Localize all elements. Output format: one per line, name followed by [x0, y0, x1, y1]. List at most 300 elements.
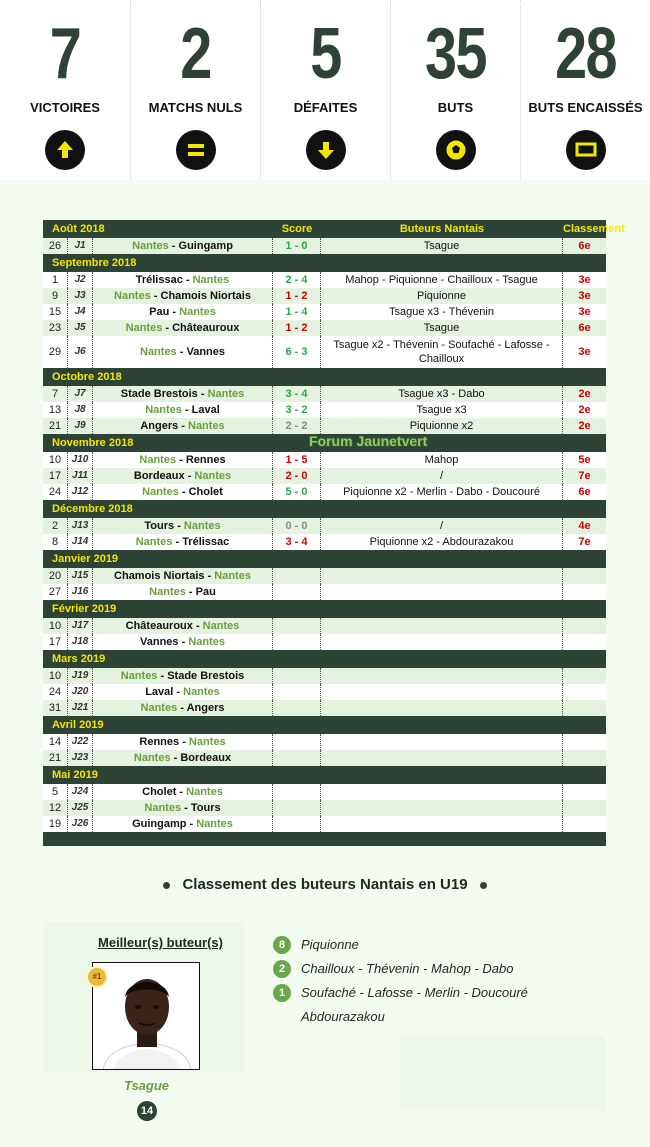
team-away: Nantes — [183, 520, 221, 532]
cell-matchday: J24 — [68, 784, 93, 800]
match-teams — [136, 274, 230, 286]
cell-matchday: J2 — [68, 272, 93, 288]
cell-score — [273, 668, 321, 684]
equals-icon — [176, 130, 216, 170]
team-away: Nantes — [186, 786, 223, 798]
cell-rank — [563, 816, 606, 832]
month-header: Janvier 2019 — [43, 550, 606, 568]
table-row — [43, 784, 606, 800]
month-header: Décembre 2018 — [43, 500, 606, 518]
cell-rank — [563, 584, 606, 600]
cell-rank: 2e — [578, 420, 591, 432]
match-teams — [121, 670, 245, 682]
cell-matchday: J17 — [68, 618, 93, 634]
team-home: Nantes — [133, 752, 171, 764]
cell-match — [93, 700, 273, 716]
cell-rank: 6e — [578, 322, 591, 334]
team-away: Stade Brestois — [167, 670, 245, 682]
team-sep: - — [174, 520, 184, 532]
cell-score: 3 - 4 — [273, 386, 321, 402]
cell-rank — [563, 568, 606, 584]
stat-value: 35 — [425, 14, 486, 94]
cell-day: 14 — [43, 734, 68, 750]
stat-label: VICTOIRES — [30, 100, 100, 115]
arrow-up-icon — [45, 130, 85, 170]
goals-badge: 2 — [273, 960, 291, 978]
best-scorer-goals: 14 — [137, 1101, 157, 1121]
cell-rank: 7e — [578, 536, 591, 548]
team-home: Tours — [144, 520, 175, 532]
month-header: Septembre 2018 — [43, 254, 606, 272]
cell-scorers — [321, 684, 563, 700]
team-home: Vannes — [140, 636, 179, 648]
cell-score — [273, 700, 321, 716]
cell-match — [93, 272, 273, 288]
team-sep: - — [192, 620, 203, 632]
cell-rank — [563, 684, 606, 700]
cell-score: 1 - 2 — [273, 288, 321, 304]
match-teams — [144, 802, 220, 814]
team-sep: - — [150, 290, 161, 302]
team-sep: - — [204, 570, 215, 582]
cell-rank: 4e — [578, 520, 591, 532]
ranking-names: Piquionne — [301, 937, 359, 952]
table-row — [43, 336, 606, 368]
cell-rank: 7e — [578, 470, 591, 482]
match-teams — [134, 752, 231, 764]
team-away: Bordeaux — [180, 752, 232, 764]
table-row — [43, 272, 606, 288]
cell-scorers: Tsague — [321, 238, 563, 254]
team-home: Stade Brestois — [120, 388, 198, 400]
cell-score — [273, 734, 321, 750]
cell-scorers — [321, 700, 563, 716]
match-teams — [126, 322, 240, 334]
cell-rank — [563, 734, 606, 750]
cell-day: 19 — [43, 816, 68, 832]
team-home: Nantes — [125, 322, 163, 334]
cell-day: 26 — [43, 238, 68, 254]
cell-day: 24 — [43, 484, 68, 500]
cell-matchday: J3 — [68, 288, 93, 304]
table-row — [43, 288, 606, 304]
cell-scorers: Piquionne — [321, 288, 563, 304]
table-row — [43, 800, 606, 816]
cell-day: 5 — [43, 784, 68, 800]
cell-score: 3 - 4 — [273, 534, 321, 550]
cell-day: 29 — [43, 336, 68, 368]
team-sep: - — [182, 274, 193, 286]
cell-match — [93, 734, 273, 750]
team-sep: - — [177, 702, 187, 714]
cell-matchday: J13 — [68, 518, 93, 534]
table-footer — [43, 832, 606, 846]
cell-score — [273, 750, 321, 766]
team-away: Nantes — [214, 570, 251, 582]
stat-value: 2 — [180, 14, 211, 94]
match-teams — [121, 388, 245, 400]
cell-rank: 6e — [578, 486, 591, 498]
table-row — [43, 534, 606, 550]
cell-match — [93, 800, 273, 816]
team-away: Laval — [191, 404, 220, 416]
team-away: Trélissac — [182, 536, 230, 548]
team-away: Nantes — [207, 388, 245, 400]
cell-day: 10 — [43, 618, 68, 634]
arrow-down-icon — [306, 130, 346, 170]
cell-day: 27 — [43, 584, 68, 600]
team-home: Nantes — [132, 240, 169, 252]
cell-day: 2 — [43, 518, 68, 534]
cell-matchday: J25 — [68, 800, 93, 816]
team-sep: - — [169, 306, 180, 318]
team-sep: - — [157, 670, 168, 682]
cell-score: 3 - 2 — [273, 402, 321, 418]
cell-match — [93, 238, 273, 254]
cell-matchday: J19 — [68, 668, 93, 684]
stat-value: 5 — [310, 14, 341, 94]
team-sep: - — [168, 240, 179, 252]
cell-match — [93, 618, 273, 634]
team-away: Pau — [195, 586, 216, 598]
team-home: Châteauroux — [125, 620, 193, 632]
cell-scorers: Tsague x3 - Dabo — [321, 386, 563, 402]
cell-day: 15 — [43, 304, 68, 320]
cell-matchday: J18 — [68, 634, 93, 650]
cell-day: 10 — [43, 452, 68, 468]
cell-match — [93, 402, 273, 418]
table-row — [43, 634, 606, 650]
cell-match — [93, 320, 273, 336]
month-header: Février 2019 — [43, 600, 606, 618]
medal-icon: #1 — [86, 966, 108, 988]
match-teams — [145, 404, 220, 416]
match-teams — [149, 586, 216, 598]
table-row — [43, 452, 606, 468]
cell-rank — [563, 634, 606, 650]
cell-rank: 3e — [578, 346, 591, 358]
match-teams — [149, 306, 216, 318]
cell-score — [273, 784, 321, 800]
team-home: Nantes — [144, 802, 182, 814]
match-teams — [140, 420, 224, 432]
cell-rank: 5e — [578, 454, 591, 466]
table-row — [43, 238, 606, 254]
team-home: Nantes — [140, 702, 178, 714]
bullet-icon — [163, 882, 170, 889]
match-teams — [136, 536, 230, 548]
ranking-names: Soufaché - Lafosse - Merlin - Doucouré — [301, 985, 528, 1000]
table-row — [43, 668, 606, 684]
cell-score: 1 - 2 — [273, 320, 321, 336]
cell-matchday: J6 — [68, 336, 93, 368]
team-home: Nantes — [120, 670, 158, 682]
team-away: Chamois Niortais — [160, 290, 251, 302]
team-home: Nantes — [145, 404, 182, 416]
table-row — [43, 584, 606, 600]
cell-scorers — [321, 568, 563, 584]
table-row — [43, 568, 606, 584]
team-home: Trélissac — [135, 274, 183, 286]
ranking-item — [273, 1005, 603, 1029]
cell-matchday: J22 — [68, 734, 93, 750]
ranking-item — [273, 957, 603, 981]
cell-scorers — [321, 734, 563, 750]
cell-match — [93, 534, 273, 550]
table-row — [43, 750, 606, 766]
cell-scorers: / — [321, 518, 563, 534]
team-away: Tours — [190, 802, 221, 814]
team-sep: - — [184, 470, 195, 482]
header-score: Score — [281, 223, 313, 235]
cell-matchday: J12 — [68, 484, 93, 500]
cell-score — [273, 568, 321, 584]
team-home: Nantes — [149, 586, 186, 598]
team-home: Rennes — [139, 736, 180, 748]
match-teams — [140, 636, 225, 648]
match-teams — [114, 570, 251, 582]
cell-scorers — [321, 800, 563, 816]
cell-match — [93, 634, 273, 650]
cell-rank: 6e — [578, 240, 591, 252]
cell-day: 24 — [43, 684, 68, 700]
cell-matchday: J4 — [68, 304, 93, 320]
header-scorers: Buteurs Nantais — [399, 223, 485, 235]
cell-score: 6 - 3 — [273, 336, 321, 368]
cell-day: 10 — [43, 668, 68, 684]
cell-scorers: Tsague x2 - Thévenin - Soufaché - Lafosse - Chailloux — [321, 336, 563, 368]
ranking-item — [273, 981, 603, 1005]
scorers-ranking — [273, 933, 603, 1029]
player-photo — [92, 962, 200, 1070]
cell-matchday: J9 — [68, 418, 93, 434]
cell-day: 23 — [43, 320, 68, 336]
team-home: Nantes — [139, 454, 177, 466]
cell-match — [93, 288, 273, 304]
match-teams — [132, 818, 233, 830]
cell-scorers: Piquionne x2 - Merlin - Dabo - Doucouré — [321, 484, 563, 500]
team-home: Cholet — [142, 786, 177, 798]
match-teams — [114, 290, 251, 302]
cell-score: 2 - 4 — [273, 272, 321, 288]
cell-day: 17 — [43, 468, 68, 484]
cell-match — [93, 468, 273, 484]
cell-matchday: J21 — [68, 700, 93, 716]
team-sep: - — [181, 404, 192, 416]
cell-rank — [563, 784, 606, 800]
cell-rank: 3e — [578, 274, 591, 286]
cell-match — [93, 336, 273, 368]
cell-scorers — [321, 634, 563, 650]
table-header — [43, 220, 625, 238]
cell-scorers: Mahop - Piquionne - Chailloux - Tsague — [321, 272, 563, 288]
cell-scorers: / — [321, 468, 563, 484]
cell-scorers: Tsague x3 - Thévenin — [321, 304, 563, 320]
table-row — [43, 418, 606, 434]
table-row — [43, 816, 606, 832]
table-row — [43, 700, 606, 716]
cell-scorers: Tsague x3 — [321, 402, 563, 418]
ranking-names: Abdourazakou — [301, 1009, 385, 1024]
team-sep: - — [178, 636, 189, 648]
match-teams — [140, 345, 225, 359]
cell-score — [273, 816, 321, 832]
table-row — [43, 684, 606, 700]
team-home: Nantes — [135, 536, 173, 548]
team-sep: - — [178, 420, 188, 432]
scorers-heading — [0, 876, 650, 893]
match-teams — [139, 454, 225, 466]
team-away: Nantes — [202, 620, 240, 632]
team-sep: - — [185, 586, 196, 598]
cell-day: 7 — [43, 386, 68, 402]
stat-label: BUTS ENCAISSÉS — [528, 100, 643, 115]
bullet-icon — [480, 882, 487, 889]
cell-day: 1 — [43, 272, 68, 288]
goals-badge: 1 — [273, 984, 291, 1002]
match-teams — [134, 470, 231, 482]
cell-score: 1 - 5 — [273, 452, 321, 468]
team-away: Guingamp — [178, 240, 233, 252]
month-header: Mars 2019 — [43, 650, 606, 668]
cell-matchday: J8 — [68, 402, 93, 418]
stat-draws — [130, 0, 260, 180]
team-away: Châteauroux — [172, 322, 240, 334]
cell-scorers — [321, 584, 563, 600]
team-sep: - — [170, 752, 181, 764]
stat-label: BUTS — [437, 100, 474, 115]
stat-value: 28 — [555, 14, 616, 94]
cell-rank — [563, 618, 606, 634]
month-header: Avril 2019 — [43, 716, 606, 734]
cell-match — [93, 452, 273, 468]
match-teams — [139, 736, 225, 748]
cell-match — [93, 684, 273, 700]
cell-match — [93, 518, 273, 534]
cell-score: 1 - 4 — [273, 304, 321, 320]
table-row — [43, 402, 606, 418]
team-home: Chamois Niortais — [114, 570, 205, 582]
team-sep: - — [176, 786, 187, 798]
team-home: Bordeaux — [133, 470, 185, 482]
cell-match — [93, 386, 273, 402]
fixtures-table — [43, 220, 625, 846]
match-teams — [144, 520, 220, 532]
cell-rank: 3e — [578, 306, 591, 318]
cell-scorers — [321, 750, 563, 766]
cell-scorers: Mahop — [321, 452, 563, 468]
team-away: Angers — [186, 702, 225, 714]
team-home: Nantes — [142, 486, 179, 498]
cell-match — [93, 484, 273, 500]
cell-day: 9 — [43, 288, 68, 304]
cell-day: 8 — [43, 534, 68, 550]
team-away: Nantes — [188, 736, 226, 748]
cell-score: 1 - 0 — [273, 238, 321, 254]
team-sep: - — [173, 686, 184, 698]
stat-goals — [390, 0, 520, 180]
table-row — [43, 386, 606, 402]
header-rank: Classement — [563, 223, 625, 235]
team-sep: - — [172, 536, 183, 548]
table-row — [43, 468, 606, 484]
team-home: Laval — [145, 686, 174, 698]
best-scorer-name: Tsague — [123, 1078, 170, 1093]
month-header: Octobre 2018 — [43, 368, 606, 386]
cell-matchday: J20 — [68, 684, 93, 700]
team-away: Nantes — [194, 470, 232, 482]
cell-scorers — [321, 784, 563, 800]
team-home: Nantes — [140, 346, 177, 358]
team-away: Rennes — [185, 454, 226, 466]
cell-matchday: J15 — [68, 568, 93, 584]
cell-matchday: J23 — [68, 750, 93, 766]
team-sep: - — [162, 322, 173, 334]
goal-icon — [566, 130, 606, 170]
cell-score — [273, 634, 321, 650]
table-row — [43, 484, 606, 500]
cell-score: 0 - 0 — [273, 518, 321, 534]
match-teams — [132, 240, 233, 252]
team-home: Guingamp — [132, 818, 187, 830]
match-teams — [142, 486, 223, 498]
goals-badge: 8 — [273, 936, 291, 954]
best-scorer-title: Meilleur(s) buteur(s) — [98, 935, 223, 950]
cell-scorers: Piquionne x2 — [321, 418, 563, 434]
cell-match — [93, 668, 273, 684]
team-away: Nantes — [192, 274, 230, 286]
team-sep: - — [178, 486, 189, 498]
match-teams — [145, 686, 220, 698]
cell-rank: 2e — [578, 404, 591, 416]
cell-rank — [563, 800, 606, 816]
team-away: Nantes — [196, 818, 233, 830]
cell-day: 31 — [43, 700, 68, 716]
ball-icon — [436, 130, 476, 170]
cell-scorers — [321, 618, 563, 634]
stat-defeats — [260, 0, 390, 180]
stat-value: 7 — [49, 14, 81, 94]
cell-matchday: J10 — [68, 452, 93, 468]
cell-score — [273, 800, 321, 816]
cell-day: 21 — [43, 418, 68, 434]
cell-match — [93, 816, 273, 832]
table-row — [43, 734, 606, 750]
cell-rank: 2e — [578, 388, 591, 400]
cell-rank — [563, 668, 606, 684]
cell-score: 5 - 0 — [273, 484, 321, 500]
team-home: Nantes — [114, 290, 151, 302]
cell-day: 12 — [43, 800, 68, 816]
cell-matchday: J14 — [68, 534, 93, 550]
month-header: Novembre 2018 — [43, 434, 606, 452]
cell-scorers — [321, 668, 563, 684]
cell-rank — [563, 750, 606, 766]
cell-match — [93, 568, 273, 584]
team-sep: - — [176, 346, 187, 358]
header-month: Août 2018 — [52, 223, 105, 235]
team-sep: - — [197, 388, 208, 400]
stat-label: DÉFAITES — [293, 100, 358, 115]
stat-victories — [0, 0, 130, 180]
table-row — [43, 618, 606, 634]
month-header: Mai 2019 — [43, 766, 606, 784]
team-away: Nantes — [179, 306, 216, 318]
table-row — [43, 320, 606, 336]
cell-scorers — [321, 816, 563, 832]
cell-matchday: J5 — [68, 320, 93, 336]
cell-day: 21 — [43, 750, 68, 766]
